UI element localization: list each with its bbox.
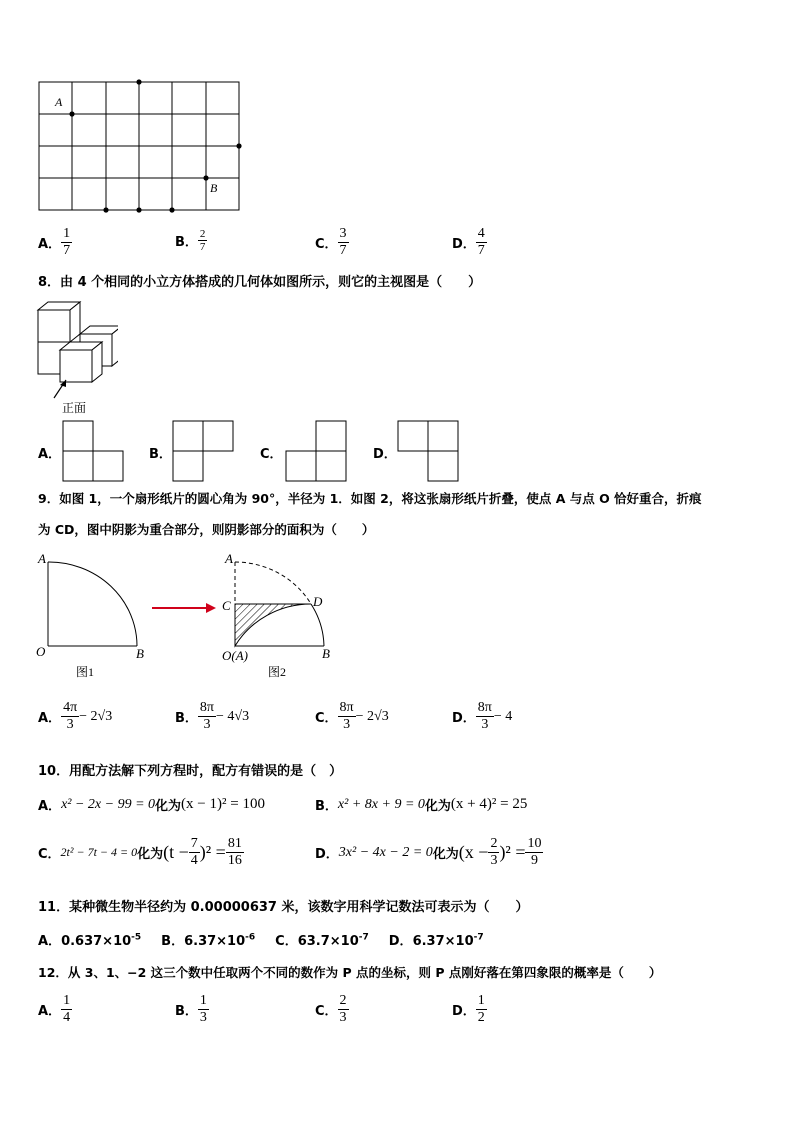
q9-option-d[interactable]: D． $\frac{8\pi}{3}$ − 4 xyxy=(452,700,513,732)
q8-option-c-shape xyxy=(285,420,347,482)
grid-figure xyxy=(30,74,250,218)
point-b-label: B xyxy=(210,181,218,195)
q12-option-d[interactable]: D． $\frac{1}{2}$ xyxy=(452,993,485,1025)
q8-option-d-shape xyxy=(397,420,459,482)
figure-1 xyxy=(32,546,162,682)
q7-option-d[interactable]: D． $\frac{4}{7}$ xyxy=(452,226,485,258)
question-8-text: 8．由 4 个相同的小立方体搭成的几何体如图所示，则它的主视图是（ ） xyxy=(38,275,482,290)
question-11-text: 11．某种微生物半径约为 0.00000637 米，该数字用科学记数法可表示为（ ） xyxy=(38,900,529,915)
q10-option-b[interactable]: B． x² + 8x + 9 = 0 化为 (x + 4)² = 25 xyxy=(315,796,528,814)
q8-option-a[interactable]: A． xyxy=(38,447,62,462)
q12-option-b[interactable]: B． $\frac{1}{3}$ xyxy=(175,993,207,1025)
fig1-caption: 图1 xyxy=(76,665,95,679)
q11-options xyxy=(38,930,484,949)
grid-point xyxy=(203,175,208,180)
q11-option-d[interactable]: D．$6.37\times 10^{-7}$ xyxy=(388,932,484,949)
fig2-label-c: C xyxy=(222,598,231,613)
fig2-label-b: B xyxy=(322,646,330,661)
cube-figure xyxy=(36,298,118,416)
q12-option-a[interactable]: A． $\frac{1}{4}$ xyxy=(38,993,71,1025)
q11-option-b[interactable]: B．$6.37\times 10^{-6}$ xyxy=(161,932,256,949)
q10-option-a[interactable]: A． x² − 2x − 99 = 0 化为 (x − 1)² = 100 xyxy=(38,796,265,814)
fig2-label-a: A xyxy=(225,551,233,566)
question-9-line2: 为 CD，图中阴影为重合部分，则阴影部分的面积为（ ） xyxy=(38,522,375,537)
q9-option-b[interactable]: B． $\frac{8\pi}{3}$ − 4√3 xyxy=(175,700,250,732)
q10-option-d[interactable]: D． 3x² − 4x − 2 = 0 化为 (x − $\frac{2}{3}$ )² = $\frac{10}{9}$ xyxy=(315,836,542,868)
q7-option-b[interactable]: B． $\frac{2}{7}$ xyxy=(175,228,206,253)
grid-point xyxy=(69,111,74,116)
fig2-label-o: O(A) xyxy=(222,648,248,663)
point-a-label: A xyxy=(55,95,63,109)
q11-option-c[interactable]: C．$63.7\times 10^{-7}$ xyxy=(275,932,369,949)
question-10-text: 10．用配方法解下列方程时，配方有错误的是（ ） xyxy=(38,764,343,779)
fig1-label-o: O xyxy=(36,644,46,659)
q11-option-a[interactable]: A．$0.637\times 10^{-5}$ xyxy=(38,932,142,949)
fig2-label-d: D xyxy=(313,594,323,609)
q9-option-c[interactable]: C． $\frac{8\pi}{3}$ − 2√3 xyxy=(315,700,389,732)
arrow-right-icon xyxy=(150,600,220,616)
grid-point xyxy=(136,207,141,212)
q12-option-c[interactable]: C． $\frac{2}{3}$ xyxy=(315,993,347,1025)
q7-option-a[interactable]: A． $\frac{1}{7}$ xyxy=(38,226,71,258)
q7-option-c[interactable]: C． $\frac{3}{7}$ xyxy=(315,226,347,258)
question-12-text: 12．从 3、1、−2 这三个数中任取两个不同的数作为 P 点的坐标，则 P 点刚好落在第四象限的概率是（ ） xyxy=(38,965,662,980)
fig1-label-a: A xyxy=(38,551,46,566)
q8-option-d[interactable]: D． xyxy=(373,447,397,462)
grid-point xyxy=(169,207,174,212)
grid-point xyxy=(103,207,108,212)
q10-option-c[interactable]: C． 2t² − 7t − 4 = 0 化为 (t − $\frac{7}{4}$ )² = $\frac{81}{16}$ xyxy=(38,836,242,868)
q9-option-a[interactable]: A． $\frac{4\pi}{3}$ − 2√3 xyxy=(38,700,113,732)
grid-point xyxy=(136,79,141,84)
fig1-label-b: B xyxy=(136,646,144,661)
fig2-caption: 图2 xyxy=(268,665,287,679)
figure-2 xyxy=(216,546,346,682)
q8-option-a-shape xyxy=(62,420,124,482)
q8-option-b[interactable]: B． xyxy=(149,447,172,462)
question-9-line1: 9．如图 1，一个扇形纸片的圆心角为 90°，半径为 1．如图 2，将这张扇形纸片折叠，使点 A 与点 O 恰好重合，折痕 xyxy=(38,491,702,506)
q8-option-b-shape xyxy=(172,420,234,482)
q8-option-c[interactable]: C． xyxy=(260,447,283,462)
grid-point xyxy=(236,143,241,148)
front-label: 正面 xyxy=(62,401,87,415)
